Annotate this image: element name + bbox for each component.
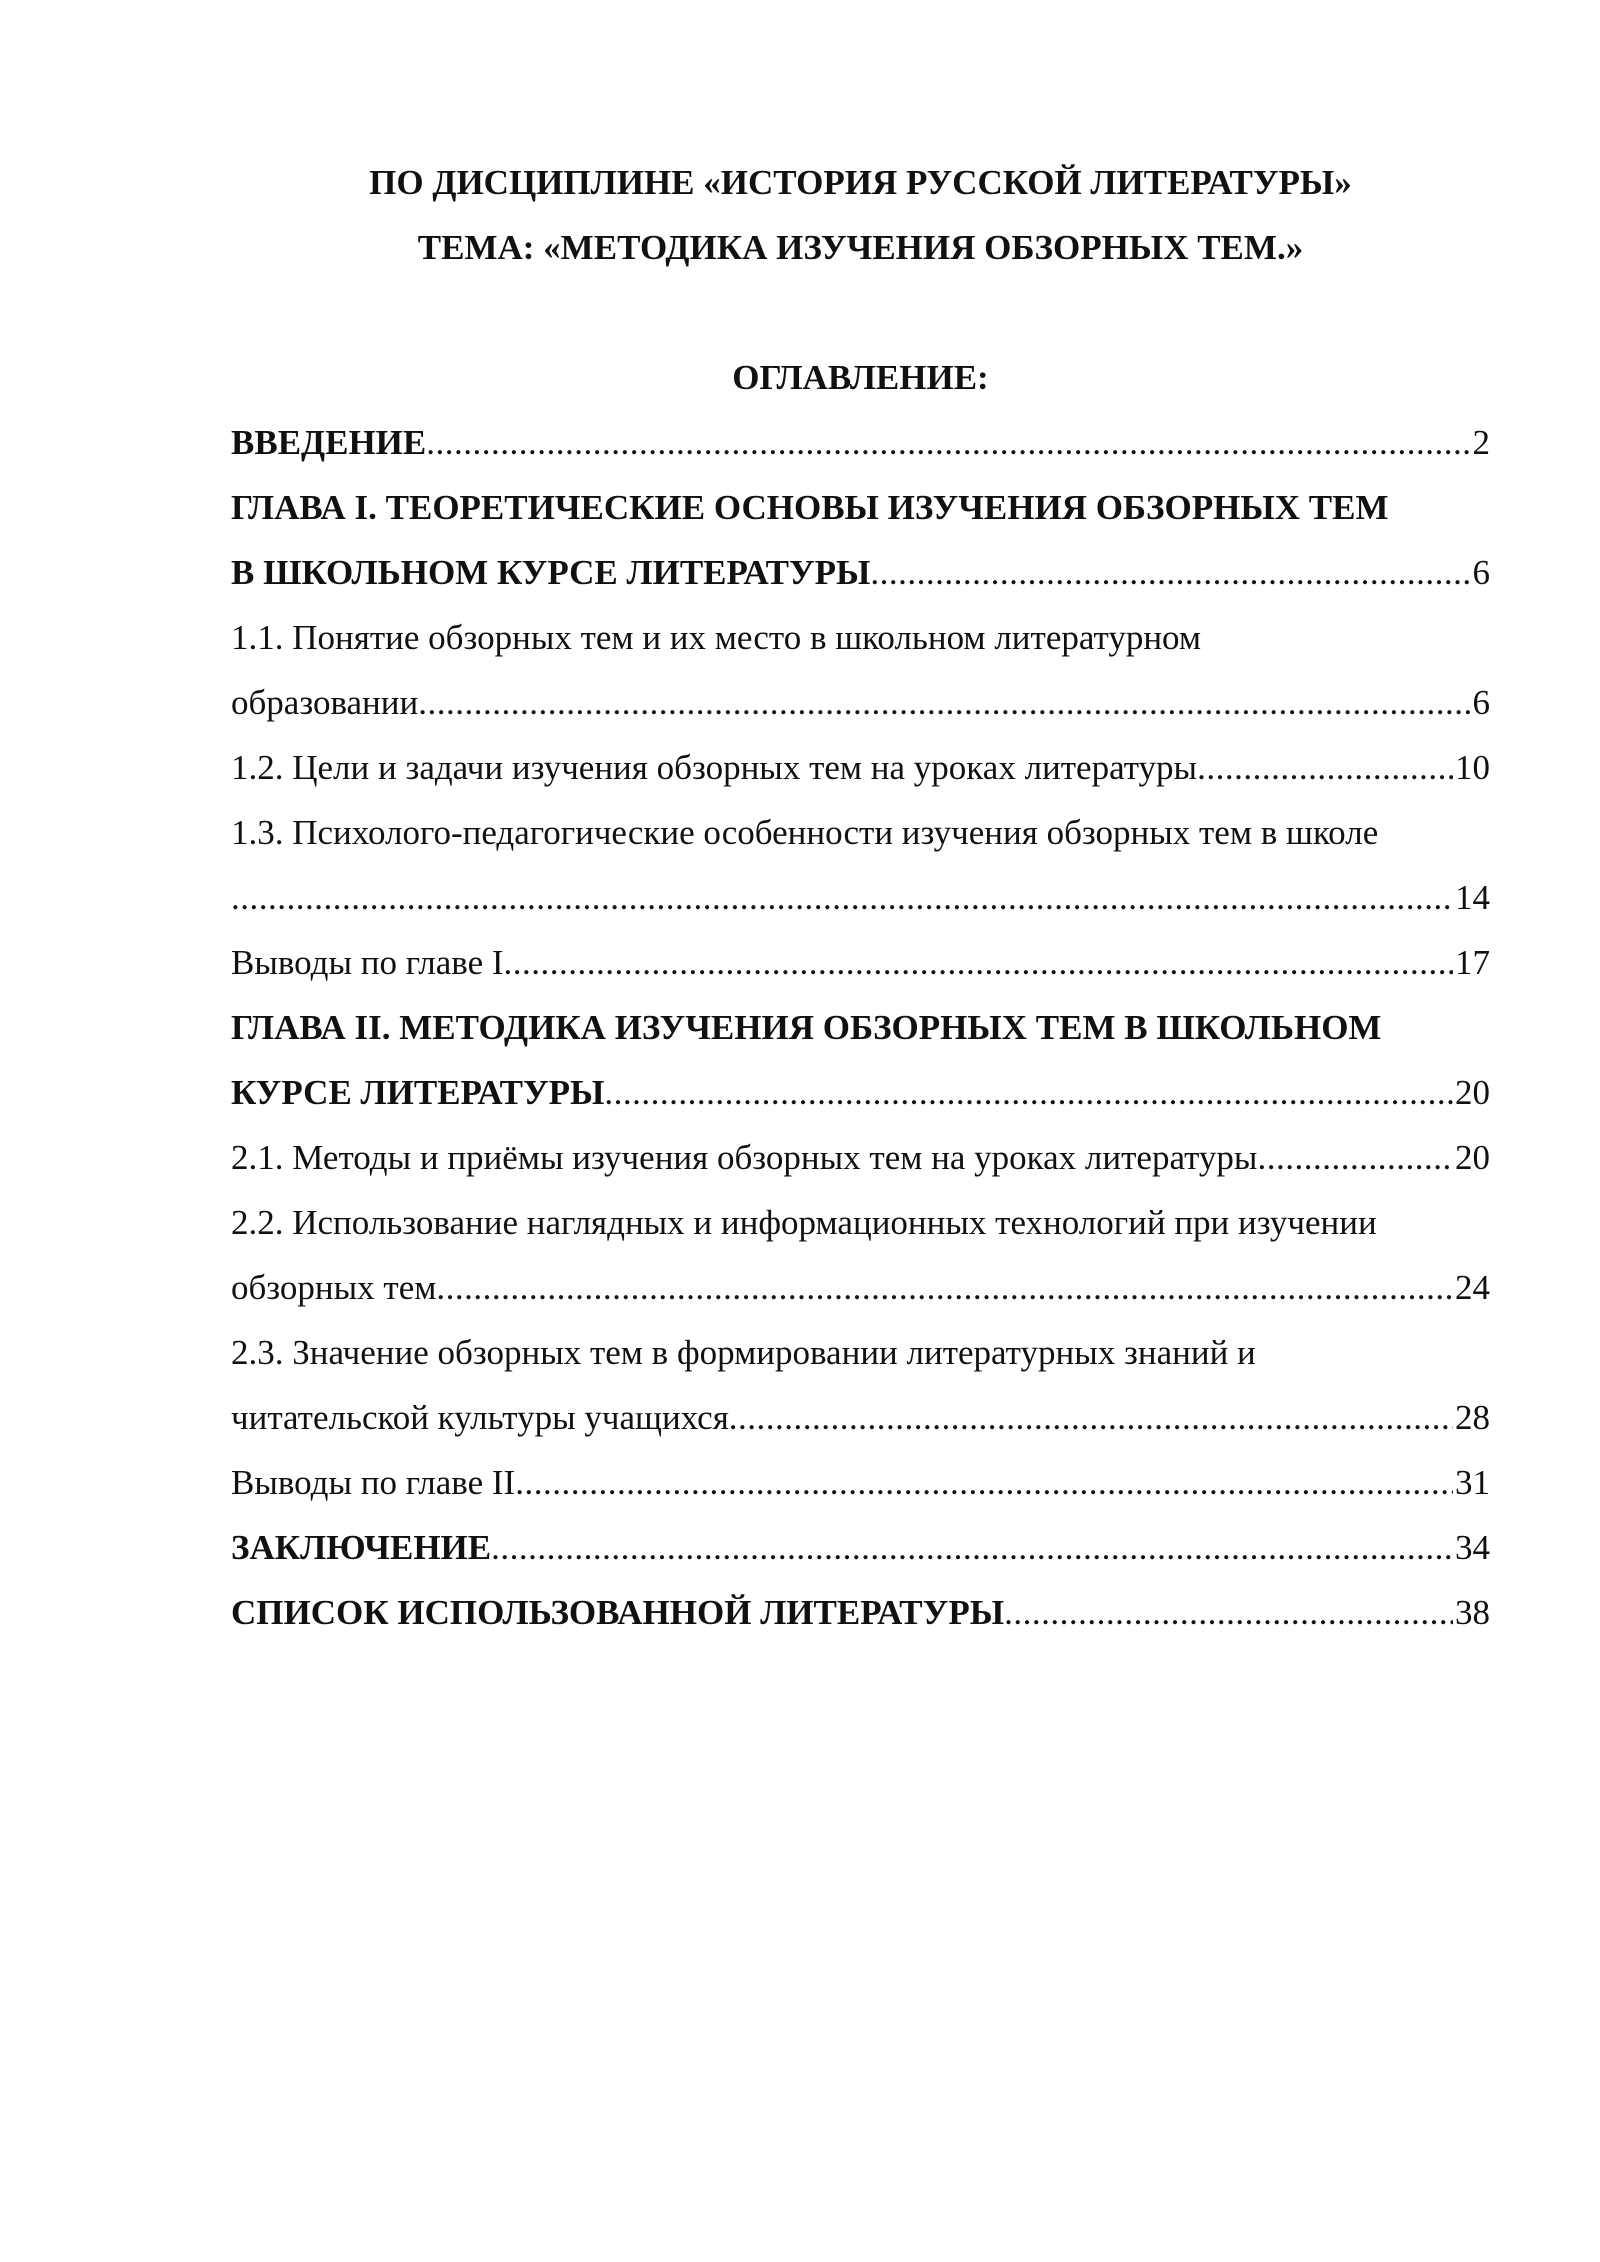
toc-entry-title: В ШКОЛЬНОМ КУРСЕ ЛИТЕРАТУРЫ (231, 553, 871, 592)
toc-entry-line (231, 1580, 1490, 1645)
toc-dot-leader (870, 540, 1470, 605)
toc-page-number: 38 (1455, 1593, 1490, 1632)
toc-dot-leader (604, 1060, 1453, 1125)
toc-page-number: 14 (1455, 878, 1490, 917)
toc-entry-first-line: ГЛАВА I. ТЕОРЕТИЧЕСКИЕ ОСНОВЫ ИЗУЧЕНИЯ ОБЗОРНЫХ ТЕМ (231, 488, 1389, 527)
toc-page-number: 20 (1455, 1138, 1490, 1177)
toc-entry-first-line: ГЛАВА II. МЕТОДИКА ИЗУЧЕНИЯ ОБЗОРНЫХ ТЕМ В ШКОЛЬНОМ (231, 1008, 1382, 1047)
toc-page-number: 34 (1455, 1528, 1490, 1567)
toc-dot-leader (1004, 1580, 1453, 1645)
toc-dot-leader (231, 865, 1453, 930)
toc-entry-line (231, 1385, 1490, 1450)
toc-entry[interactable] (231, 410, 1490, 475)
toc-entry[interactable] (231, 1450, 1490, 1515)
toc-page-number: 6 (1472, 683, 1490, 722)
toc-entry[interactable] (231, 605, 1490, 735)
toc-entry-line (231, 410, 1490, 475)
toc-entry-line (231, 865, 1490, 930)
toc-entry-first-line: 1.3. Психолого-педагогические особенности изучения обзорных тем в школе (231, 813, 1379, 852)
toc-dot-leader (515, 1450, 1453, 1515)
toc-entry[interactable] (231, 930, 1490, 995)
toc-dot-leader (491, 1515, 1453, 1580)
toc-entry-line (231, 735, 1490, 800)
toc-entry-first-line: 2.3. Значение обзорных тем в формировании литературных знаний и (231, 1333, 1256, 1372)
toc-page-number: 17 (1455, 943, 1490, 982)
discipline-heading: ПО ДИСЦИПЛИНЕ «ИСТОРИЯ РУССКОЙ ЛИТЕРАТУРЫ» (369, 163, 1352, 202)
toc-page-number: 31 (1455, 1463, 1490, 1502)
toc-dot-leader (1257, 1125, 1453, 1190)
toc-entry-line (231, 930, 1490, 995)
toc-page-number: 10 (1455, 748, 1490, 787)
table-of-contents (231, 410, 1490, 1645)
toc-entry-title: ЗАКЛЮЧЕНИЕ (231, 1528, 492, 1567)
toc-entry-line (231, 670, 1490, 735)
toc-dot-leader (729, 1385, 1453, 1450)
toc-entry-title: СПИСОК ИСПОЛЬЗОВАННОЙ ЛИТЕРАТУРЫ (231, 1593, 1005, 1632)
toc-entry[interactable] (231, 1320, 1490, 1450)
toc-page-number: 6 (1472, 553, 1490, 592)
toc-entry[interactable] (231, 1515, 1490, 1580)
toc-page-number: 2 (1472, 423, 1490, 462)
toc-dot-leader (418, 670, 1470, 735)
toc-entry-first-line: 1.1. Понятие обзорных тем и их место в школьном литературном (231, 618, 1202, 657)
toc-entry-title: образовании (231, 683, 419, 722)
toc-entry[interactable] (231, 1125, 1490, 1190)
toc-title: ОГЛАВЛЕНИЕ: (732, 358, 989, 397)
toc-entry[interactable] (231, 1190, 1490, 1320)
toc-entry-line (231, 1515, 1490, 1580)
toc-entry-title: читательской культуры учащихся (231, 1398, 729, 1437)
toc-entry-first-line: 2.2. Использование наглядных и информационных технологий при изучении (231, 1203, 1377, 1242)
toc-dot-leader (1197, 735, 1453, 800)
toc-entry[interactable] (231, 1580, 1490, 1645)
toc-entry[interactable] (231, 800, 1490, 930)
toc-entry-line (231, 1450, 1490, 1515)
page-content (231, 150, 1490, 1645)
toc-entry-line (231, 1255, 1490, 1320)
toc-entry-title: КУРСЕ ЛИТЕРАТУРЫ (231, 1073, 605, 1112)
toc-entry-line (231, 1125, 1490, 1190)
toc-entry[interactable] (231, 995, 1490, 1125)
toc-entry-title: Выводы по главе II (231, 1463, 516, 1502)
toc-entry-title: Выводы по главе I (231, 943, 504, 982)
toc-dot-leader (504, 930, 1453, 995)
toc-entry[interactable] (231, 475, 1490, 605)
toc-entry-title: ВВЕДЕНИЕ (231, 423, 427, 462)
toc-entry-title: 1.2. Цели и задачи изучения обзорных тем на уроках литературы (231, 748, 1198, 787)
toc-dot-leader (436, 1255, 1453, 1320)
toc-dot-leader (426, 410, 1470, 475)
toc-page-number: 28 (1455, 1398, 1490, 1437)
topic-heading: ТЕМА: «МЕТОДИКА ИЗУЧЕНИЯ ОБЗОРНЫХ ТЕМ.» (417, 228, 1304, 267)
toc-page-number: 20 (1455, 1073, 1490, 1112)
toc-entry[interactable] (231, 735, 1490, 800)
toc-entry-line (231, 1060, 1490, 1125)
toc-entry-title: 2.1. Методы и приёмы изучения обзорных тем на уроках литературы (231, 1138, 1258, 1177)
toc-page-number: 24 (1455, 1268, 1490, 1307)
toc-entry-title: обзорных тем (231, 1268, 437, 1307)
toc-entry-line (231, 540, 1490, 605)
